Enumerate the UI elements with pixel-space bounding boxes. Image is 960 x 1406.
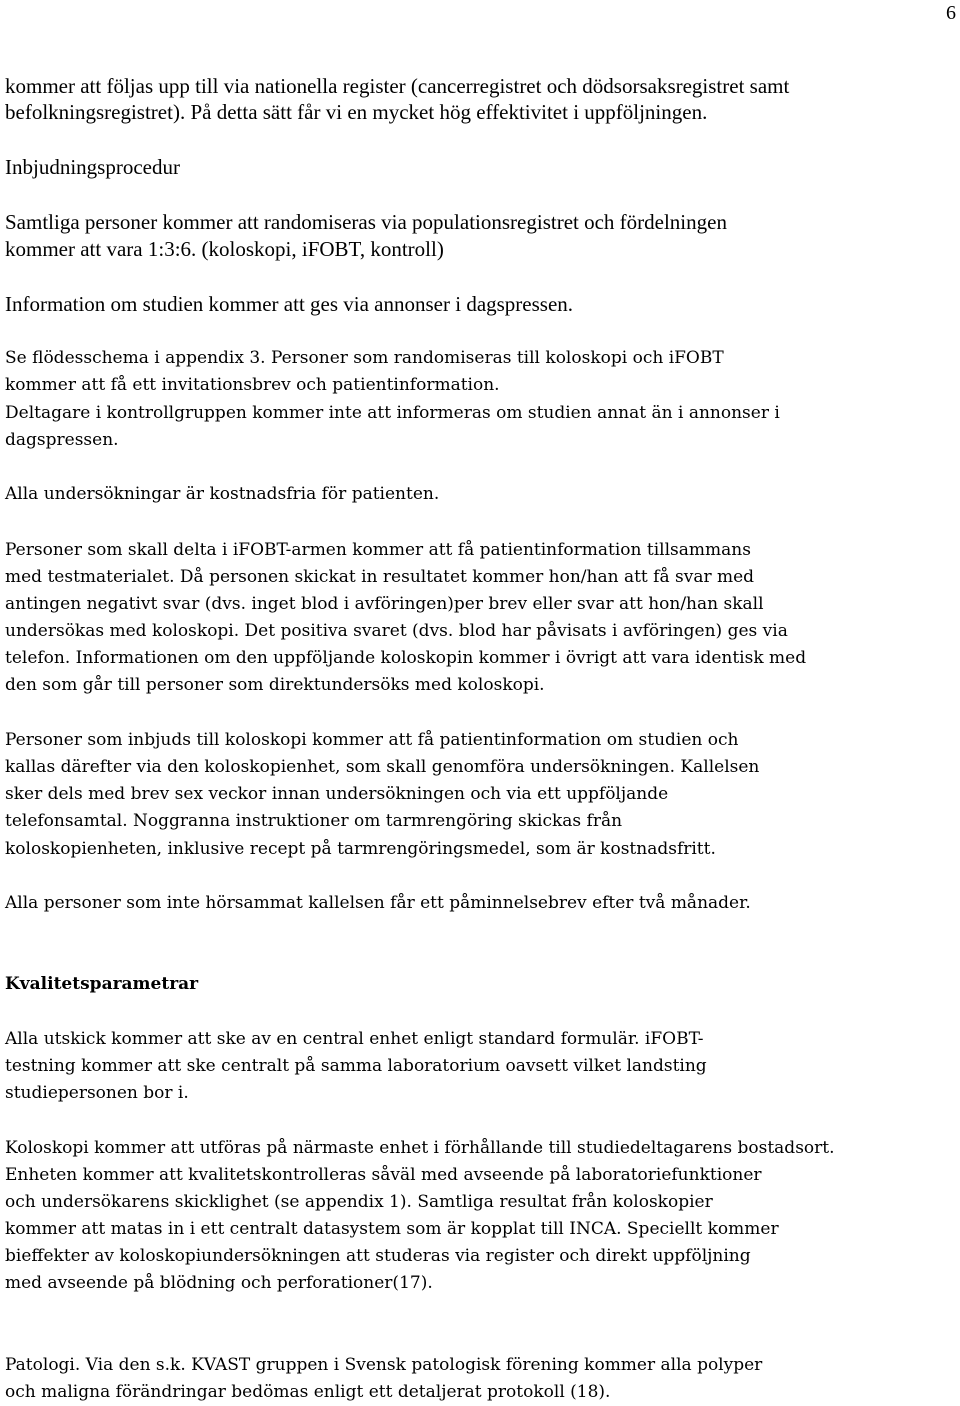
section-heading: Inbjudningsprocedur (5, 155, 180, 179)
text-line: koloskopienheten, inklusive recept på tarmrengöringsmedel, som är kostnadsfritt. (5, 839, 716, 859)
text-line: kommer att få ett invitationsbrev och patientinformation. (5, 375, 500, 395)
text-line: och maligna förändringar bedömas enligt ett detaljerat protokoll (18). (5, 1382, 611, 1402)
text-line: Alla personer som inte hörsammat kallelsen får ett påminnelsebrev efter två månader. (5, 893, 751, 913)
text-line: Enheten kommer att kvalitetskontrolleras såväl med avseende på laboratoriefunktioner (5, 1165, 762, 1185)
text-line: antingen negativt svar (dvs. inget blod i avföringen)per brev eller svar att hon/han skall (5, 594, 764, 614)
text-line: undersökas med koloskopi. Det positiva svaret (dvs. blod har påvisats i avföringen) ges via (5, 621, 788, 641)
text-line: och undersökarens skicklighet (se appendix 1). Samtliga resultat från koloskopier (5, 1192, 713, 1212)
text-line: studiepersonen bor i. (5, 1083, 189, 1103)
text-line: Se flödesschema i appendix 3. Personer som randomiseras till koloskopi och iFOBT (5, 348, 724, 368)
text-line: Deltagare i kontrollgruppen kommer inte att informeras om studien annat än i annonser i (5, 403, 780, 423)
text-line: bieffekter av koloskopiundersökningen att studeras via register och direkt uppföljning (5, 1246, 751, 1266)
section-heading: Kvalitetsparametrar (5, 974, 199, 994)
text-line: kallas därefter via den koloskopienhet, som skall genomföra undersökningen. Kallelsen (5, 757, 760, 777)
text-line: Alla undersökningar är kostnadsfria för patienten. (5, 484, 440, 504)
text-line: Information om studien kommer att ges via annonser i dagspressen. (5, 292, 574, 316)
text-line: befolkningsregistret). På detta sätt får vi en mycket hög effektivitet i uppföljningen. (5, 100, 708, 124)
text-line: kommer att matas in i ett centralt datasystem som är kopplat till INCA. Speciellt kommer (5, 1219, 779, 1239)
text-line: kommer att följas upp till via nationella register (cancerregistret och dödsorsaksregistret samt (5, 74, 790, 98)
text-line: dagspressen. (5, 430, 119, 450)
text-line: telefonsamtal. Noggranna instruktioner om tarmrengöring skickas från (5, 811, 623, 831)
text-line: kommer att vara 1:3:6. (koloskopi, iFOBT, kontroll) (5, 237, 444, 261)
text-line: Samtliga personer kommer att randomiseras via populationsregistret och fördelningen (5, 210, 727, 234)
text-line: Patologi. Via den s.k. KVAST gruppen i Svensk patologisk förening kommer alla polyper (5, 1355, 763, 1375)
page-number: 6 (946, 2, 956, 24)
text-line: med avseende på blödning och perforationer(17). (5, 1273, 433, 1293)
text-line: den som går till personer som direktundersöks med koloskopi. (5, 675, 545, 695)
text-line: Koloskopi kommer att utföras på närmaste enhet i förhållande till studiedeltagarens bostadsort. (5, 1138, 835, 1158)
text-line: sker dels med brev sex veckor innan undersökningen och via ett uppföljande (5, 784, 669, 804)
text-line: med testmaterialet. Då personen skickat in resultatet kommer hon/han att få svar med (5, 567, 755, 587)
text-line: Personer som inbjuds till koloskopi kommer att få patientinformation om studien och (5, 730, 739, 750)
text-line: Alla utskick kommer att ske av en central enhet enligt standard formulär. iFOBT- (5, 1029, 704, 1049)
text-line: telefon. Informationen om den uppföljande koloskopin kommer i övrigt att vara identisk med (5, 648, 807, 668)
text-line: testning kommer att ske centralt på samma laboratorium oavsett vilket landsting (5, 1056, 707, 1076)
text-line: Personer som skall delta i iFOBT-armen kommer att få patientinformation tillsammans (5, 540, 751, 560)
